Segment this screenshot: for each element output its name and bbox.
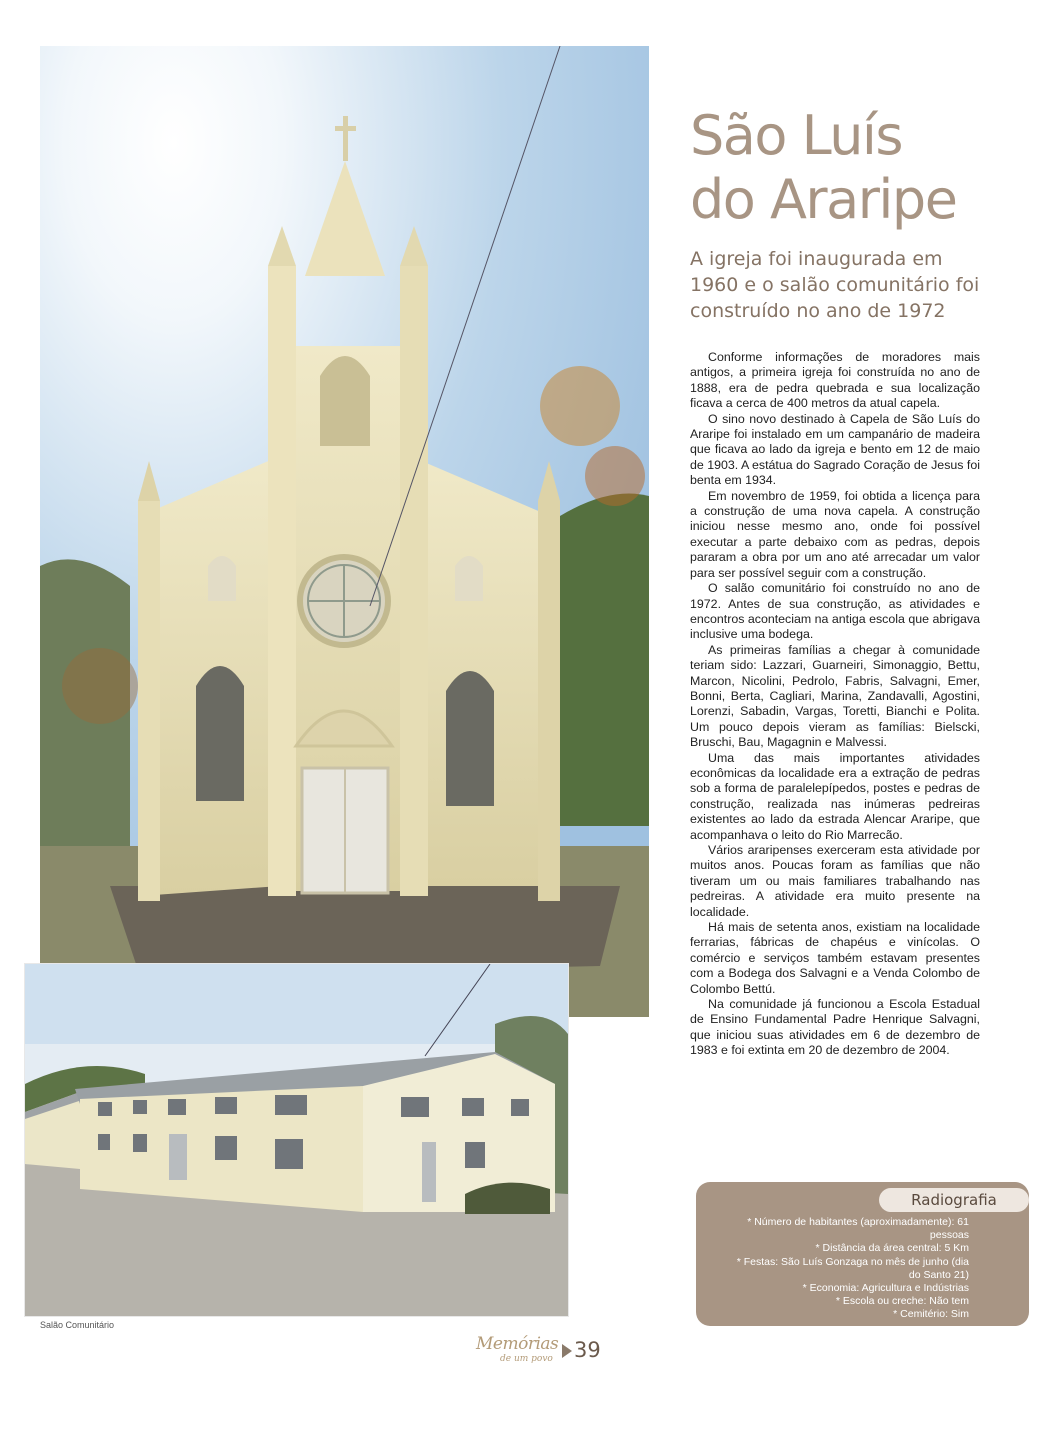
radiografia-list [729, 1216, 969, 1322]
paragraph: Em novembro de 1959, foi obtida a licença para a construção de uma nova capela. A construção iniciou nesse mesmo ano, onde foi possível executar a parte debaixo com as pedras, depois pararam a obra por um ano até arrecadar um valor para ser possível seguir com a construção. [690, 488, 980, 580]
arrow-right-icon [562, 1344, 572, 1358]
list-item: * Número de habitantes (aproximadamente): 61 pessoas [747, 1216, 969, 1242]
page-number: 39 [574, 1338, 601, 1362]
article-body [690, 350, 980, 1059]
radiografia-box [696, 1182, 1029, 1326]
article-subtitle: A igreja foi inaugurada em 1960 e o salão comunitário foi construído no ano de 1972 [690, 248, 980, 322]
paragraph: Uma das mais importantes atividades econômicas da localidade era a extração de pedras sob a forma de paralelepípedos, postes e pedras de construção, realizada nas inúmeras pedreiras existentes ao lado da estrada Alencar Araripe, que acompanhava o leito do Rio Marrecão. [690, 750, 980, 842]
paragraph: O salão comunitário foi construído no ano de 1972. Antes de sua construção, as atividades e encontros aconteciam na antiga escola que abrigava inclusive uma bodega. [690, 581, 980, 642]
paragraph: Vários araripenses exerceram esta atividade por muitos anos. Poucas foram as famílias que não tiveram um ou mais familiares trabalhando nas pedreiras. A atividade era muito presente na localidade. [690, 843, 980, 919]
list-item: * Distância da área central: 5 Km [815, 1242, 969, 1255]
page-footer [476, 1332, 616, 1372]
list-item: * Cemitério: Sim [893, 1308, 969, 1321]
radiografia-title: Radiografia [879, 1188, 1029, 1212]
publication-logo: Memórias [476, 1334, 559, 1354]
community-hall-photo [24, 963, 569, 1317]
paragraph: Há mais de setenta anos, existiam na localidade ferrarias, fábricas de chapéus e vinícolas. O comércio e serviços também estavam presentes com a Bodega dos Salvagni e a Venda Colombo de Colombo Bettú. [690, 920, 980, 996]
paragraph: Conforme informações de moradores mais antigos, a primeira igreja foi construída no ano de 1888, era de pedra quebrada e sua localização ficava a cerca de 400 metros da atual capela. [690, 350, 980, 411]
paragraph: Na comunidade já funcionou a Escola Estadual de Ensino Fundamental Padre Henrique Salvagni, que iniciou suas atividades em 6 de dezembro de 1983 e foi extinta em 20 de dezembro de 2004. [690, 997, 980, 1058]
photo-caption: Salão Comunitário [40, 1320, 115, 1330]
list-item: * Escola ou creche: Não tem [835, 1295, 969, 1308]
list-item: * Festas: São Luís Gonzaga no mês de junho (dia do Santo 21) [736, 1255, 969, 1281]
list-item: * Economia: Agricultura e Indústrias [802, 1282, 969, 1295]
article-title [690, 104, 1050, 232]
church-photo [40, 46, 649, 1017]
paragraph: O sino novo destinado à Capela de São Luís do Araripe foi instalado em um campanário de madeira que ficava ao lado da igreja e bento em 12 de maio de 1903. A estátua do Sagrado Coração de Jesus foi benta em 1934. [690, 411, 981, 488]
title-line-2: do Araripe [690, 168, 957, 231]
paragraph: As primeiras famílias a chegar à comunidade teriam sido: Lazzari, Guarneiri, Simonaggio, Bettu, Marcon, Nicolini, Pedrolo, Fabris, Salvagni, Emer, Bonni, Berta, Cagliari, Marina, Zandavalli, Agostini, Lorenzi, Sabadin, Vargas, Toretti, Bianchi e Polita. Um pouco depois vieram as famílias: Bielscki, Bruschi, Bau, Magagnin e Malvessi. [690, 642, 980, 750]
title-line-1: São Luís [690, 104, 903, 167]
publication-logo-subtext: de um povo [500, 1354, 553, 1364]
